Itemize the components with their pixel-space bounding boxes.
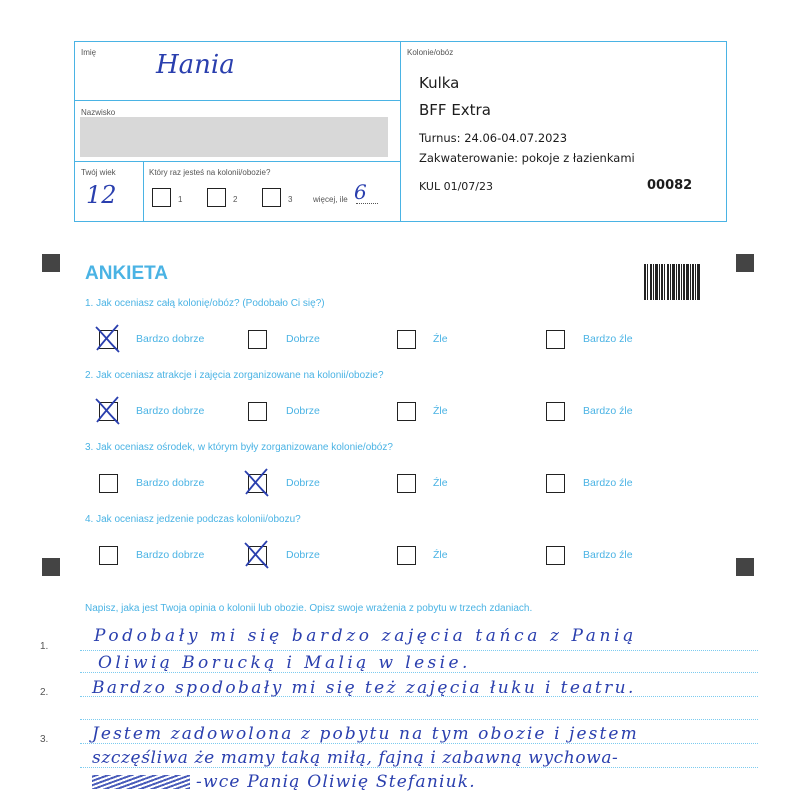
question-3-option-4-label: Bardzo źle [583, 477, 633, 489]
registration-mark-bottom-left [42, 558, 60, 576]
line-number-3: 3. [40, 734, 49, 745]
registration-mark-top-left [42, 254, 60, 272]
question-3-option-1-label: Bardzo dobrze [136, 477, 205, 489]
barcode [644, 264, 700, 300]
handwritten-line-2[interactable]: Oliwią Borucką i Malią w lesie. [98, 653, 471, 673]
question-3-checkbox-4[interactable] [546, 474, 565, 493]
question-2-checkbox-3[interactable] [397, 402, 416, 421]
survey-title: ANKIETA [85, 263, 169, 284]
question-1-checkbox-3[interactable] [397, 330, 416, 349]
age-value[interactable]: 12 [86, 181, 117, 209]
handwritten-line-6[interactable]: -wce Panią Oliwię Stefaniuk. [196, 772, 476, 792]
name-value[interactable]: Hania [156, 50, 235, 80]
header-divider-1 [74, 100, 401, 101]
question-3-checkbox-3[interactable] [397, 474, 416, 493]
question-1-option-3-label: Źle [433, 333, 448, 345]
question-1-option-2-label: Dobrze [286, 333, 320, 345]
question-1-checkbox-4[interactable] [546, 330, 565, 349]
opinion-prompt: Napisz, jaka jest Twoja opinia o kolonii lub obozie. Opisz swoje wrażenia z pobytu w trzech zdaniach. [85, 603, 533, 614]
dotted-line-4 [80, 719, 758, 720]
question-4-option-3-label: Źle [433, 549, 448, 561]
turnus: Turnus: 24.06-04.07.2023 [419, 131, 568, 145]
question-4-option-2-label: Dobrze [286, 549, 320, 561]
checked-x-icon [94, 323, 122, 353]
more-value[interactable]: 6 [354, 180, 367, 204]
times-option-2: 2 [233, 195, 238, 204]
accommodation: Zakwaterowanie: pokoje z łazienkami [419, 151, 635, 165]
age-label: Twój wiek [81, 168, 116, 177]
question-1-option-1-label: Bardzo dobrze [136, 333, 205, 345]
camp-code: KUL 01/07/23 [419, 180, 493, 193]
name-label: Imię [81, 48, 97, 57]
surname-label: Nazwisko [81, 108, 116, 117]
handwritten-line-1[interactable]: Podobały mi się bardzo zajęcia tańca z Panią [94, 626, 637, 646]
times-label: Który raz jesteś na kolonii/obozie? [149, 168, 271, 177]
question-3-checkbox-1[interactable] [99, 474, 118, 493]
checked-x-icon [243, 467, 271, 497]
crossed-out-scribble [92, 775, 190, 789]
question-2-option-2-label: Dobrze [286, 405, 320, 417]
times-checkbox-2[interactable] [207, 188, 226, 207]
question-3-checkbox-2[interactable] [248, 474, 267, 493]
times-option-3: 3 [288, 195, 293, 204]
question-2-text: 2. Jak oceniasz atrakcje i zajęcia zorganizowane na kolonii/obozie? [85, 370, 384, 381]
question-4-checkbox-2[interactable] [248, 546, 267, 565]
more-label: więcej, ile [313, 195, 348, 204]
camp-name: Kulka [419, 74, 460, 92]
question-3-option-3-label: Źle [433, 477, 448, 489]
question-4-checkbox-3[interactable] [397, 546, 416, 565]
question-1-checkbox-1[interactable] [99, 330, 118, 349]
question-1-option-4-label: Bardzo źle [583, 333, 633, 345]
times-option-1: 1 [178, 195, 183, 204]
question-2-checkbox-2[interactable] [248, 402, 267, 421]
line-number-1: 1. [40, 641, 49, 652]
form-number: 00082 [647, 178, 693, 193]
question-4-option-4-label: Bardzo źle [583, 549, 633, 561]
checked-x-icon [243, 539, 271, 569]
question-2-checkbox-4[interactable] [546, 402, 565, 421]
checked-x-icon [94, 395, 122, 425]
times-checkbox-1[interactable] [152, 188, 171, 207]
dotted-line-1 [80, 650, 758, 651]
header-divider-vertical [400, 41, 401, 221]
registration-mark-bottom-right [736, 558, 754, 576]
header-divider-3 [143, 161, 144, 221]
handwritten-line-5[interactable]: szczęśliwa że mamy taką miłą, fajną i zabawną wychowa- [92, 748, 619, 768]
line-number-2: 2. [40, 687, 49, 698]
question-2-option-1-label: Bardzo dobrze [136, 405, 205, 417]
registration-mark-top-right [736, 254, 754, 272]
question-4-option-1-label: Bardzo dobrze [136, 549, 205, 561]
question-2-option-4-label: Bardzo źle [583, 405, 633, 417]
surname-redaction [80, 117, 388, 157]
question-2-checkbox-1[interactable] [99, 402, 118, 421]
question-4-checkbox-4[interactable] [546, 546, 565, 565]
question-3-option-2-label: Dobrze [286, 477, 320, 489]
question-4-text: 4. Jak oceniasz jedzenie podczas kolonii/obozu? [85, 514, 301, 525]
camp-label: Kolonie/obóz [407, 48, 454, 57]
times-checkbox-3[interactable] [262, 188, 281, 207]
handwritten-line-4[interactable]: Jestem zadowolona z pobytu na tym obozie i jestem [92, 724, 639, 744]
question-1-text: 1. Jak oceniasz całą kolonię/obóz? (Podobało Ci się?) [85, 298, 325, 309]
question-2-option-3-label: Źle [433, 405, 448, 417]
camp-program: BFF Extra [419, 101, 491, 119]
header-divider-2 [74, 161, 401, 162]
question-1-checkbox-2[interactable] [248, 330, 267, 349]
question-3-text: 3. Jak oceniasz ośrodek, w którym były zorganizowane kolonie/obóz? [85, 442, 393, 453]
question-4-checkbox-1[interactable] [99, 546, 118, 565]
handwritten-line-3[interactable]: Bardzo spodobały mi się też zajęcia łuku i teatru. [92, 678, 636, 698]
